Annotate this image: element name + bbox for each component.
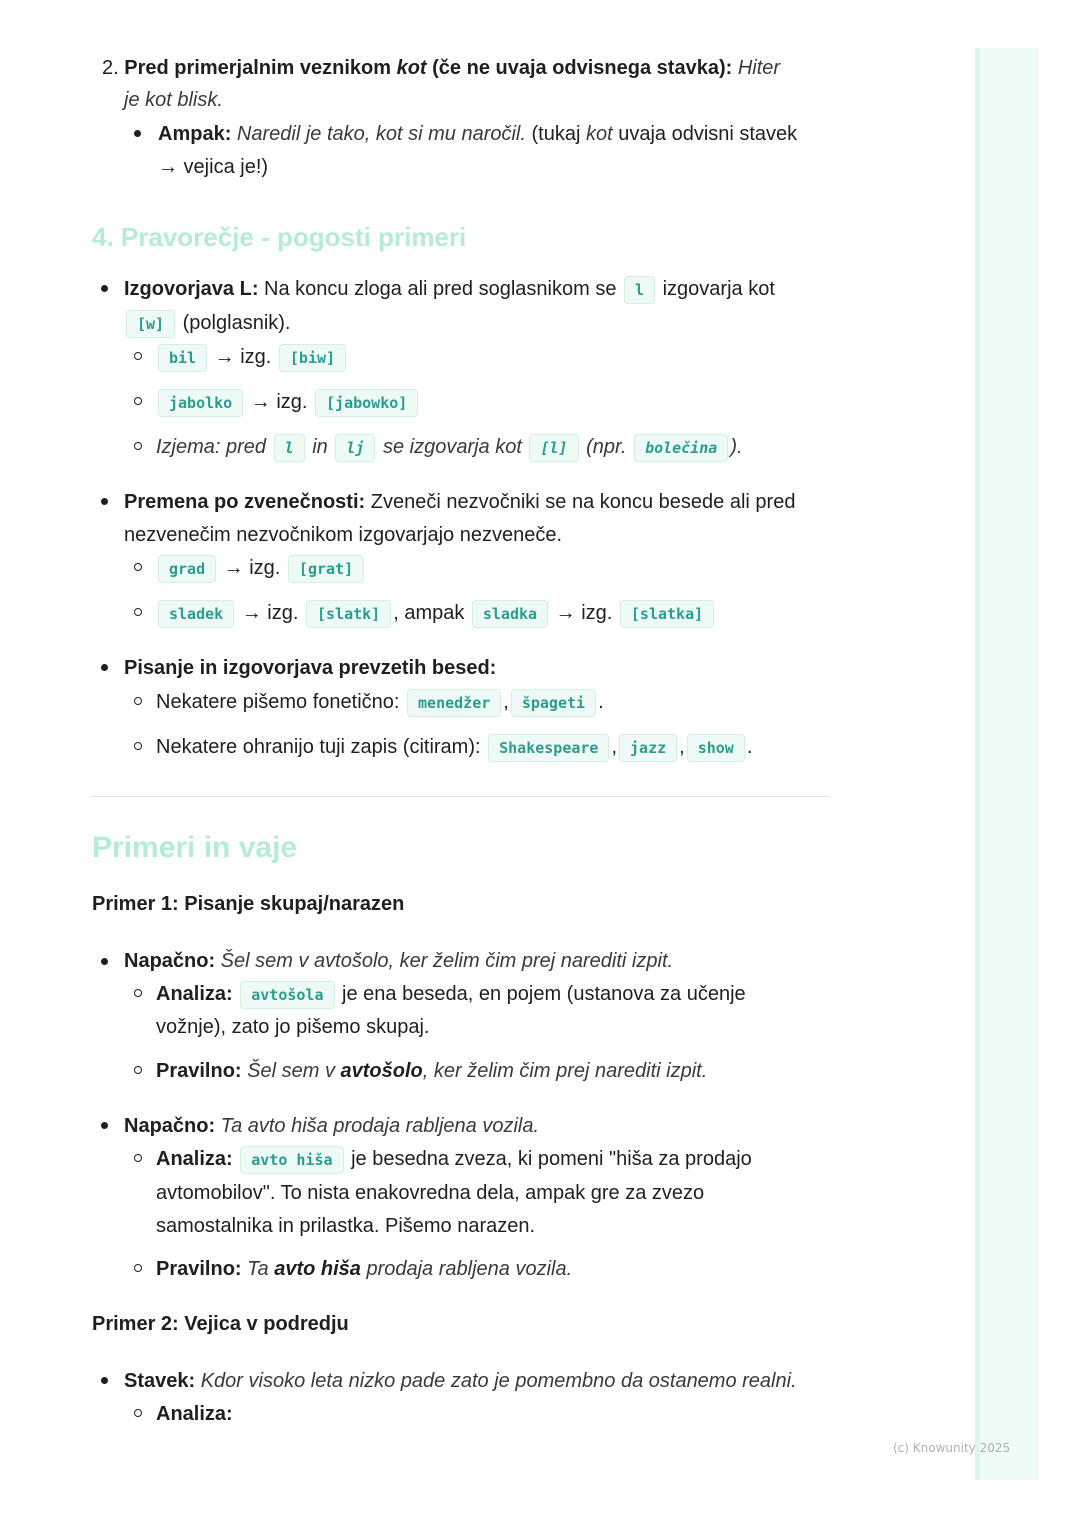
kot-word: kot [585, 123, 613, 145]
napacno-label: Napačno: [124, 1115, 216, 1137]
right-margin-panel [975, 48, 1038, 1480]
analiza-text-cont-2: samostalnika in prilastka. Pišemo narazen. [156, 1215, 536, 1237]
prevzete-label: Pisanje in izgovorjava prevzetih besed: [124, 657, 497, 679]
foneticno-text: Nekatere pišemo fonetično: [156, 691, 406, 713]
code-word: grad [158, 555, 216, 583]
primer-1-title: Primer 1: Pisanje skupaj/narazen [92, 893, 405, 915]
kot-word: kot [396, 57, 427, 79]
ampak-note: (tukaj [525, 123, 586, 145]
bullet [101, 498, 108, 505]
polglasnik-text: (polglasnik). [177, 312, 291, 334]
code-word: avto hiša [240, 1146, 343, 1174]
premena-text: Zveneči nezvočniki se na koncu besede ali pred [365, 491, 796, 513]
izg-text: → izg. [245, 391, 314, 413]
kot-rule-title-rest: (če ne uvaja odvisnega stavka): [426, 57, 733, 79]
sub-bullet [134, 1409, 142, 1417]
stavek-label: Stavek: [124, 1370, 196, 1392]
code-word: show [687, 734, 745, 762]
sub-bullet [134, 442, 142, 450]
pravilno-emphasis: avto hiša [274, 1258, 361, 1280]
code-lj: lj [335, 434, 375, 462]
code-l: l [624, 276, 655, 304]
bullet [101, 958, 108, 965]
kot-example: Hiter [732, 57, 781, 79]
premena-text-cont: nezvenečim nezvočnikom izgovarjajo nezveneče. [124, 524, 563, 546]
code-word: jabolko [158, 389, 243, 417]
pravilno-line-1 [156, 1057, 707, 1085]
izgovorjava-line-2 [124, 309, 290, 338]
izg-text: → izg. [209, 346, 277, 368]
section-heading-pravorecje: 4. Pravorečje - pogosti primeri [92, 222, 467, 252]
sub-bullet [134, 1154, 142, 1162]
sub-bullet [134, 397, 142, 405]
code-word: Shakespeare [488, 734, 609, 762]
ampak-note-rest: uvaja odvisni stavek [612, 123, 798, 145]
pravilno-label: Pravilno: [156, 1258, 242, 1280]
code-word: jazz [619, 734, 677, 762]
code-word: bolečina [634, 434, 728, 462]
code-word: sladek [158, 600, 234, 628]
tuji-zapis-text: Nekatere ohranijo tuji zapis (citiram): [156, 736, 487, 758]
napacno-label: Napačno: [124, 950, 216, 972]
code-ipa: [slatk] [306, 600, 391, 628]
code-word: špageti [511, 689, 596, 717]
bullet [134, 130, 141, 137]
analiza-label: Analiza: [156, 1403, 233, 1425]
izjema-npr: (npr. [580, 436, 633, 458]
izjema-text-2: se izgovarja kot [377, 436, 528, 458]
napacno-line-2 [124, 1112, 539, 1140]
kot-example-cont: je kot blisk. [124, 89, 223, 111]
code-ipa: [l] [529, 434, 578, 462]
sub-bullet [134, 1066, 142, 1074]
bullet [101, 664, 108, 671]
code-ipa: [biw] [279, 344, 346, 372]
sub-bullet [134, 742, 142, 750]
ampak-label: Ampak: [158, 123, 232, 145]
izjema-text: Izjema: pred [156, 436, 272, 458]
izjema-end: ). [730, 436, 743, 458]
example-sladek [156, 599, 716, 628]
analiza-text-cont: vožnje), zato jo pišemo skupaj. [156, 1016, 430, 1038]
sub-bullet [134, 563, 142, 571]
bullet [101, 1377, 108, 1384]
code-word: menedžer [407, 689, 501, 717]
izgovorjava-text-rest: izgovarja kot [657, 278, 775, 300]
code-w: [w] [126, 310, 175, 338]
example-bil [156, 343, 348, 372]
code-word: sladka [472, 600, 548, 628]
copyright-footer: (c) Knowunity 2025 [893, 1441, 1011, 1455]
stavek-sentence: Kdor visoko leta nizko pade zato je pomembno da ostanemo realni. [195, 1370, 797, 1392]
code-ipa: [slatka] [620, 600, 714, 628]
pravilno-sentence-rest: prodaja rabljena vozila. [360, 1258, 573, 1280]
analiza-text-cont: avtomobilov". To nista enakovredna dela, ampak gre za zvezo [156, 1182, 705, 1204]
izgovorjava-label: Izgovorjava L: [124, 278, 259, 300]
sub-bullet [134, 989, 142, 997]
sub-bullet [134, 697, 142, 705]
primer-2-title: Primer 2: Vejica v podredju [92, 1313, 349, 1335]
izg-text: → izg. [236, 602, 304, 624]
ampak-text: , ampak [393, 602, 470, 624]
izjema-in: in [306, 436, 334, 458]
pravilno-emphasis: avtošolo [340, 1060, 423, 1082]
example-grad [156, 554, 366, 583]
analiza-line-2 [156, 1145, 752, 1174]
bullet [101, 1122, 108, 1129]
stavek-line [124, 1367, 797, 1395]
analiza-text: je ena beseda, en pojem (ustanova za učenje [336, 983, 746, 1005]
divider [92, 796, 828, 797]
izgovorjava-line [124, 275, 775, 304]
foneticno-line: Nekatere pišemo fonetično: menedžer , špageti . [156, 688, 604, 717]
premena-label: Premena po zvenečnosti: [124, 491, 366, 513]
pravilno-sentence: Ta [241, 1258, 275, 1280]
napacno-line-1 [124, 947, 673, 975]
code-word: bil [158, 344, 207, 372]
tuji-zapis-line: Nekatere ohranijo tuji zapis (citiram): Shakespeare , jazz , show . [156, 733, 752, 762]
pravilno-sentence-rest: , ker želim čim prej narediti izpit. [422, 1060, 708, 1082]
sub-bullet [134, 352, 142, 360]
ampak-example: Naredil je tako, kot si mu naročil. [231, 123, 526, 145]
izjema-line [156, 433, 743, 462]
napacno-sentence: Ta avto hiša prodaja rabljena vozila. [215, 1115, 540, 1137]
example-jabolko [156, 388, 420, 417]
code-ipa: [grat] [288, 555, 364, 583]
premena-line [124, 488, 795, 516]
izg-text: → izg. [550, 602, 618, 624]
pravilno-sentence: Šel sem v [241, 1060, 341, 1082]
analiza-label: Analiza: [156, 983, 233, 1005]
sub-bullet [134, 1264, 142, 1272]
list-number: 2. [102, 57, 119, 79]
code-l: l [274, 434, 305, 462]
analiza-line-1 [156, 980, 746, 1009]
kot-rule-line [102, 54, 780, 82]
ampak-note-cont: → vejica je!) [158, 156, 269, 178]
bullet [101, 285, 108, 292]
code-word: avtošola [240, 981, 334, 1009]
sub-bullet [134, 608, 142, 616]
izgovorjava-text: Na koncu zloga ali pred soglasnikom se [258, 278, 623, 300]
analiza-label: Analiza: [156, 1148, 233, 1170]
code-ipa: [jabowko] [315, 389, 418, 417]
napacno-sentence: Šel sem v avtošolo, ker želim čim prej narediti izpit. [215, 950, 674, 972]
kot-rule-title: Pred primerjalnim veznikom [124, 57, 397, 79]
pravilno-label: Pravilno: [156, 1060, 242, 1082]
pravilno-line-2 [156, 1255, 572, 1283]
analiza-text: je besedna zveza, ki pomeni "hiša za prodajo [345, 1148, 752, 1170]
ampak-line [158, 120, 797, 148]
section-heading-primeri: Primeri in vaje [92, 831, 298, 864]
izg-text: → izg. [218, 557, 286, 579]
